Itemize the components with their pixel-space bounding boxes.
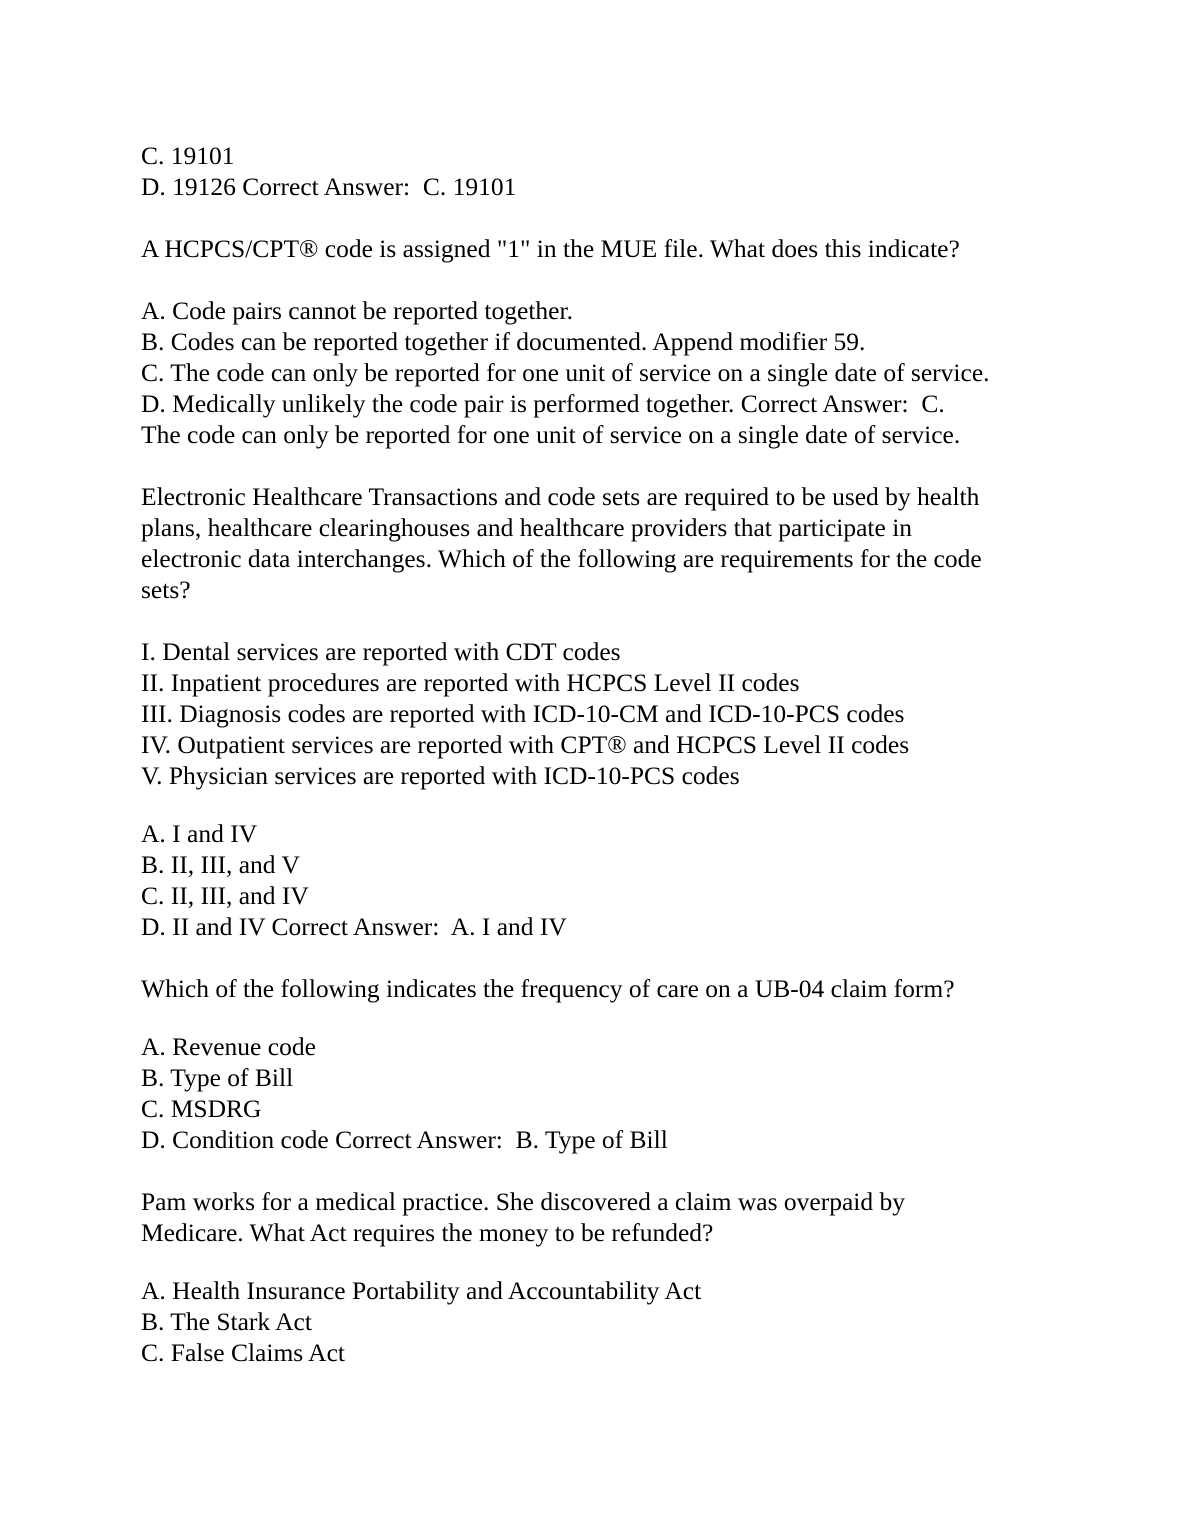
answer-option: D. Medically unlikely the code pair is performed together. Correct Answer: C. <box>141 389 945 418</box>
correct-answer-continuation: The code can only be reported for one unit of service on a single date of service. <box>141 420 961 449</box>
question-block-1 <box>141 140 1081 202</box>
answer-option: D. II and IV Correct Answer: A. I and IV <box>141 912 567 941</box>
answer-option: C. MSDRG <box>141 1094 262 1123</box>
answer-option: B. Codes can be reported together if documented. Append modifier 59. <box>141 327 866 356</box>
question-block-4 <box>141 973 1081 1155</box>
answer-option: C. II, III, and IV <box>141 881 309 910</box>
statement-item: V. Physician services are reported with ICD-10-PCS codes <box>141 761 740 790</box>
question-text: Electronic Healthcare Transactions and code sets are required to be used by health <box>141 482 980 511</box>
answer-option: A. Revenue code <box>141 1032 316 1061</box>
statement-item: I. Dental services are reported with CDT codes <box>141 637 621 666</box>
answer-option: A. Health Insurance Portability and Accountability Act <box>141 1276 702 1305</box>
answer-option: D. 19126 Correct Answer: C. 19101 <box>141 172 517 201</box>
answer-option: B. II, III, and V <box>141 850 300 879</box>
question-text: plans, healthcare clearinghouses and healthcare providers that participate in <box>141 513 913 542</box>
question-text: Pam works for a medical practice. She discovered a claim was overpaid by <box>141 1187 906 1216</box>
question-text: electronic data interchanges. Which of the following are requirements for the code <box>141 544 982 573</box>
answer-option: C. The code can only be reported for one unit of service on a single date of service. <box>141 358 990 387</box>
statement-item: III. Diagnosis codes are reported with ICD-10-CM and ICD-10-PCS codes <box>141 699 905 728</box>
answer-option: A. Code pairs cannot be reported together. <box>141 296 573 325</box>
answer-option: B. The Stark Act <box>141 1307 312 1336</box>
question-text: sets? <box>141 575 191 604</box>
question-block-2 <box>141 233 1081 450</box>
question-block-5 <box>141 1186 1081 1368</box>
answer-option: A. I and IV <box>141 819 258 848</box>
question-text: Which of the following indicates the frequency of care on a UB-04 claim form? <box>141 974 955 1003</box>
question-block-3 <box>141 481 1081 942</box>
statement-item: II. Inpatient procedures are reported with HCPCS Level II codes <box>141 668 800 697</box>
question-text: A HCPCS/CPT® code is assigned "1" in the MUE file. What does this indicate? <box>141 234 960 263</box>
answer-option: C. False Claims Act <box>141 1338 345 1367</box>
document-body <box>141 140 1081 1368</box>
answer-option: B. Type of Bill <box>141 1063 294 1092</box>
answer-option: D. Condition code Correct Answer: B. Type of Bill <box>141 1125 668 1154</box>
statement-item: IV. Outpatient services are reported with CPT® and HCPCS Level II codes <box>141 730 910 759</box>
answer-option: C. 19101 <box>141 141 235 170</box>
question-text: Medicare. What Act requires the money to be refunded? <box>141 1218 714 1247</box>
